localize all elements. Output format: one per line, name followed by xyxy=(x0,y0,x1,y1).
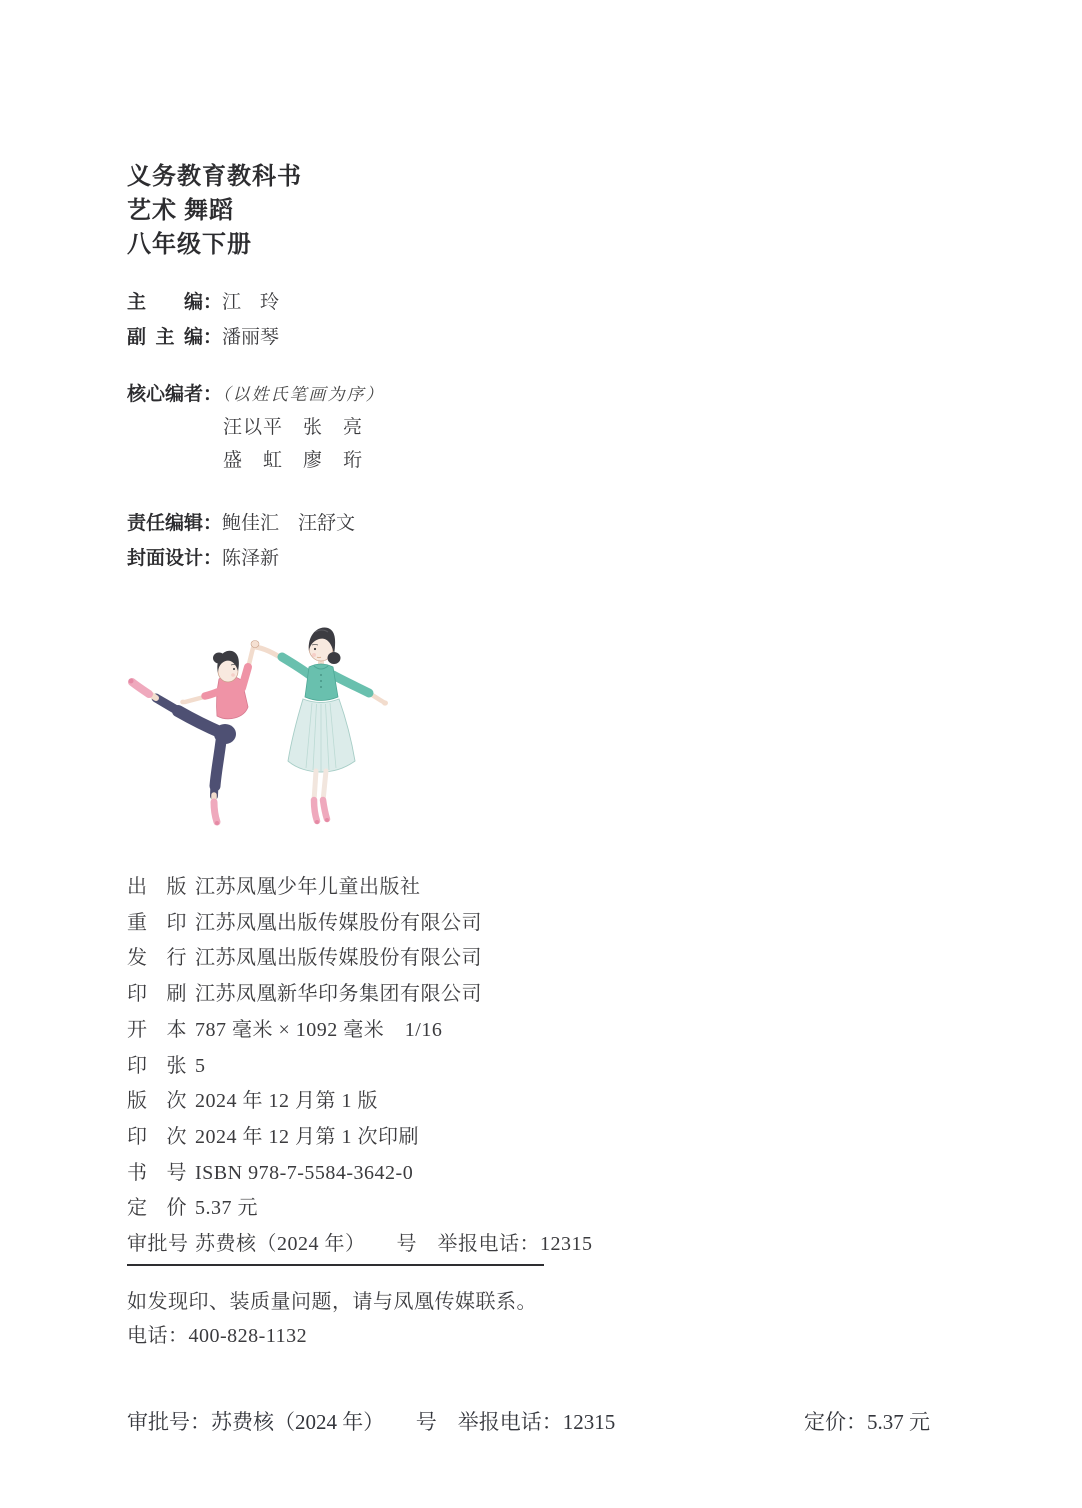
printer-label: 印刷 xyxy=(127,983,187,1006)
edition-value: 2024 年 12 月第 1 版 xyxy=(195,1090,378,1113)
core-editor-names-line1: 汪以平 张 亮 xyxy=(223,417,364,438)
reprint-label: 重印 xyxy=(127,911,187,934)
responsible-editor-row xyxy=(127,506,355,541)
printer-value: 江苏凤凰新华印务集团有限公司 xyxy=(195,983,482,1006)
deputy-editor-colon: ： xyxy=(203,327,223,348)
edition-label: 版次 xyxy=(127,1090,187,1113)
distributor-row xyxy=(127,941,593,977)
cover-design-row xyxy=(127,541,355,576)
core-editors-names-2 xyxy=(127,444,385,477)
ballet-dancers-illustration xyxy=(122,610,390,830)
format-label: 开本 xyxy=(127,1018,187,1041)
teacher-dancer xyxy=(255,627,388,824)
cover-design-colon: ： xyxy=(203,548,223,569)
grade-volume: 八年级下册 xyxy=(127,232,252,258)
sheets-row xyxy=(127,1049,593,1085)
approval-value: 苏费核（2024 年） 号 举报电话：12315 xyxy=(195,1233,593,1256)
quality-contact-block xyxy=(127,1285,537,1353)
deputy-editor-label: 副主编 xyxy=(127,327,203,348)
price-row xyxy=(127,1191,593,1227)
page-footer xyxy=(127,1406,930,1436)
distributor-value: 江苏凤凰出版传媒股份有限公司 xyxy=(195,947,482,970)
isbn-row xyxy=(127,1156,593,1192)
approval-label: 审批号 xyxy=(127,1233,189,1256)
footer-price-text: 定价：5.37 元 xyxy=(804,1410,930,1434)
impression-value: 2024 年 12 月第 1 次印刷 xyxy=(195,1125,419,1148)
price-label: 定价 xyxy=(127,1197,187,1220)
chief-editor-name: 江 玲 xyxy=(222,292,280,313)
publisher-value: 江苏凤凰少年儿童出版社 xyxy=(195,876,421,898)
deputy-editor-row xyxy=(127,320,279,355)
core-editors-colon: ： xyxy=(203,384,223,405)
core-editors-row xyxy=(127,378,385,411)
chief-editor-label: 主编 xyxy=(127,292,203,313)
isbn-value: ISBN 978-7-5584-3642-0 xyxy=(195,1161,414,1184)
sheets-label: 印张 xyxy=(127,1054,187,1077)
core-editor-names-line2: 盛 虹 廖 珩 xyxy=(223,450,364,471)
distributor-label: 发行 xyxy=(127,947,187,970)
chief-editor-row xyxy=(127,285,279,320)
deputy-editor-name: 潘丽琴 xyxy=(222,327,280,348)
format-value: 787 毫米 × 1092 毫米 1/16 xyxy=(195,1018,443,1041)
reprint-row xyxy=(127,906,593,942)
printer-row xyxy=(127,977,593,1013)
impression-row xyxy=(127,1120,593,1156)
edition-row xyxy=(127,1084,593,1120)
responsible-editor-colon: ： xyxy=(203,513,223,534)
contact-phone-line: 电话：400-828-1132 xyxy=(127,1325,308,1347)
core-editors-note: （以姓氏笔画为序） xyxy=(222,385,385,404)
publisher-label: 出版 xyxy=(127,876,187,898)
credits-block xyxy=(127,506,355,576)
core-editors-block xyxy=(127,378,385,477)
editors-block xyxy=(127,285,279,355)
series-title: 义务教育教科书 xyxy=(127,164,302,190)
impression-label: 印次 xyxy=(127,1125,187,1148)
format-row xyxy=(127,1013,593,1049)
reprint-value: 江苏凤凰出版传媒股份有限公司 xyxy=(195,911,482,934)
core-editors-names-1 xyxy=(127,411,385,444)
core-editors-label: 核心编者 xyxy=(127,384,204,405)
price-value: 5.37 元 xyxy=(195,1197,258,1220)
cover-design-label: 封面设计 xyxy=(127,548,204,569)
student-dancer xyxy=(129,641,260,826)
publisher-row xyxy=(127,870,593,906)
responsible-editor-label: 责任编辑 xyxy=(127,513,204,534)
chief-editor-colon: ： xyxy=(203,292,223,313)
approval-row xyxy=(127,1227,593,1263)
subject-title: 艺术 舞蹈 xyxy=(127,198,234,224)
footer-approval-text: 审批号：苏费核（2024 年） 号 举报电话：12315 xyxy=(127,1410,616,1434)
quality-note-line: 如发现印、装质量问题，请与凤凰传媒联系。 xyxy=(127,1291,537,1313)
cover-design-name: 陈泽新 xyxy=(222,548,280,569)
sheets-value: 5 xyxy=(195,1054,206,1077)
publication-block xyxy=(127,870,593,1263)
responsible-editor-names: 鲍佳汇 汪舒文 xyxy=(222,513,356,534)
isbn-label: 书号 xyxy=(127,1161,187,1184)
book-title-block xyxy=(127,160,302,262)
divider-rule xyxy=(127,1264,544,1266)
